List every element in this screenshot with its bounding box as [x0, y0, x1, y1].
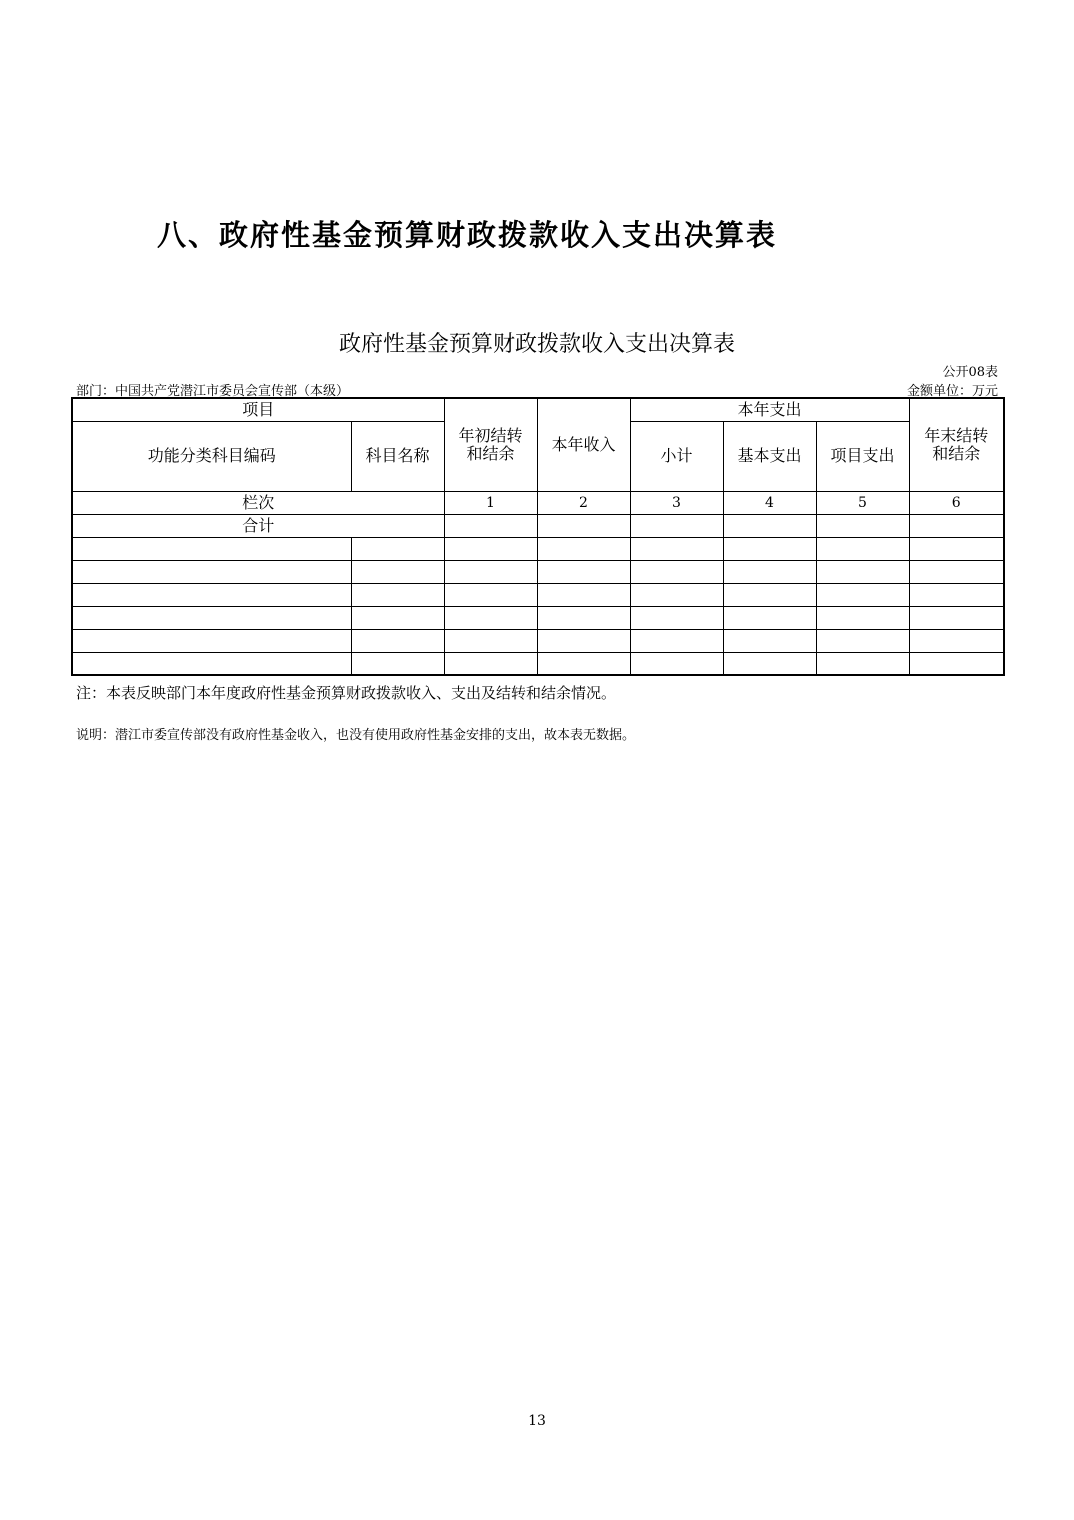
table-cell — [537, 537, 630, 560]
table-cell — [72, 629, 351, 652]
table-cell — [72, 537, 351, 560]
header-subject-name: 科目名称 — [351, 421, 444, 491]
table-cell — [72, 583, 351, 606]
table-cell — [72, 606, 351, 629]
table-cell — [351, 537, 444, 560]
table-cell — [723, 560, 816, 583]
table-cell — [723, 537, 816, 560]
table-cell — [816, 583, 909, 606]
table-cell — [444, 652, 537, 675]
header-project-expenditure: 项目支出 — [816, 421, 909, 491]
header-closing-balance: 年末结转 和结余 — [909, 398, 1004, 491]
table-cell — [723, 583, 816, 606]
table-cell — [816, 560, 909, 583]
table-cell — [723, 652, 816, 675]
table-cell — [630, 583, 723, 606]
table-cell — [537, 652, 630, 675]
table-cell — [816, 606, 909, 629]
table-cell — [723, 606, 816, 629]
table-cell — [723, 514, 816, 537]
table-cell — [816, 629, 909, 652]
table-cell — [909, 583, 1004, 606]
column-number-label: 栏次 — [72, 491, 444, 514]
table-cell — [444, 537, 537, 560]
table-row — [72, 537, 1004, 560]
table-cell — [630, 652, 723, 675]
department-label: 部门：中国共产党潜江市委员会宣传部（本级） — [76, 384, 350, 399]
header-item: 项目 — [72, 398, 444, 421]
table-cell — [351, 629, 444, 652]
table-row — [72, 606, 1004, 629]
section-title: 八、政府性基金预算财政拨款收入支出决算表 — [157, 218, 778, 252]
column-number: 1 — [444, 491, 537, 514]
column-number: 6 — [909, 491, 1004, 514]
table-cell — [537, 514, 630, 537]
total-label: 合计 — [72, 514, 444, 537]
total-row — [72, 514, 1004, 537]
table-cell — [630, 606, 723, 629]
table-cell — [72, 652, 351, 675]
table-cell — [444, 583, 537, 606]
table-cell — [909, 560, 1004, 583]
header-row-1 — [72, 398, 1004, 421]
fund-table — [71, 397, 1005, 676]
table-cell — [537, 629, 630, 652]
header-current-expenditure: 本年支出 — [630, 398, 909, 421]
table-cell — [630, 537, 723, 560]
page-number: 13 — [528, 1413, 546, 1429]
table-note: 注：本表反映部门本年度政府性基金预算财政拨款收入、支出及结转和结余情况。 — [76, 684, 617, 702]
table-cell — [816, 514, 909, 537]
table-cell — [444, 560, 537, 583]
table-cell — [723, 629, 816, 652]
table-row — [72, 652, 1004, 675]
table-cell — [909, 629, 1004, 652]
header-basic-expenditure: 基本支出 — [723, 421, 816, 491]
table-cell — [444, 514, 537, 537]
table-title: 政府性基金预算财政拨款收入支出决算表 — [338, 332, 735, 357]
table-row — [72, 629, 1004, 652]
table-cell — [816, 537, 909, 560]
column-number-row — [72, 491, 1004, 514]
table-cell — [351, 606, 444, 629]
table-cell — [537, 606, 630, 629]
form-number: 公开08表 — [942, 365, 998, 380]
table-cell — [444, 629, 537, 652]
table-row — [72, 583, 1004, 606]
table-cell — [909, 537, 1004, 560]
table-cell — [816, 652, 909, 675]
table-cell — [351, 583, 444, 606]
table-cell — [909, 652, 1004, 675]
table-cell — [537, 583, 630, 606]
column-number: 4 — [723, 491, 816, 514]
header-subtotal: 小计 — [630, 421, 723, 491]
table-cell — [909, 514, 1004, 537]
table-cell — [72, 560, 351, 583]
explanation-text: 说明：潜江市委宣传部没有政府性基金收入，也没有使用政府性基金安排的支出，故本表无数据。 — [76, 728, 636, 743]
column-number: 5 — [816, 491, 909, 514]
table-cell — [444, 606, 537, 629]
table-row — [72, 560, 1004, 583]
amount-unit-label: 金额单位：万元 — [906, 384, 998, 399]
table-cell — [537, 560, 630, 583]
header-func-code: 功能分类科目编码 — [72, 421, 351, 491]
table-cell — [630, 514, 723, 537]
table-cell — [630, 560, 723, 583]
table-cell — [351, 560, 444, 583]
header-opening-balance: 年初结转 和结余 — [444, 398, 537, 491]
column-number: 2 — [537, 491, 630, 514]
table-cell — [909, 606, 1004, 629]
table-cell — [630, 629, 723, 652]
column-number: 3 — [630, 491, 723, 514]
table-cell — [351, 652, 444, 675]
header-current-income: 本年收入 — [537, 398, 630, 491]
